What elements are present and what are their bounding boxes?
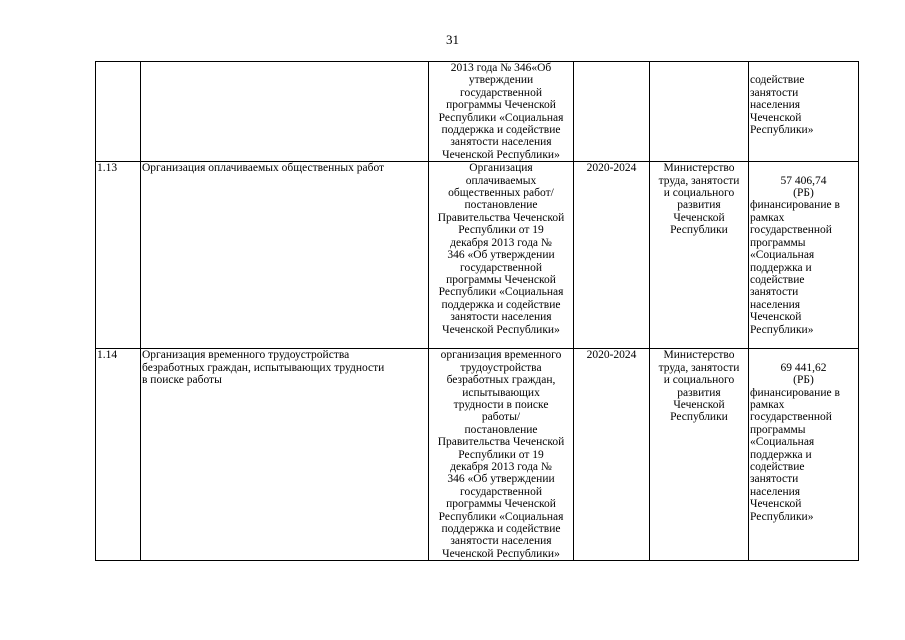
- period-cell: [574, 62, 650, 162]
- funding-sum: 57 406,74: [780, 174, 827, 187]
- funding-source: (РБ): [793, 374, 814, 387]
- activity-name-cell: [141, 62, 429, 162]
- funding-sum: 69 441,62: [780, 361, 827, 374]
- basis-cell: 2013 года № 346«Об утверждении государственной программы Чеченской Республики «Социальная поддержка и содействие занятости населения Чеченской Республики»: [429, 62, 574, 162]
- period-cell: 2020-2024: [574, 162, 650, 349]
- table-row: [96, 162, 859, 349]
- funding-source: (РБ): [793, 187, 814, 200]
- funding-cell: [749, 349, 859, 561]
- program-table: [95, 61, 859, 561]
- row-number-cell: 1.14: [96, 349, 141, 561]
- row-number-cell: [96, 62, 141, 162]
- row-number-cell: 1.13: [96, 162, 141, 349]
- page-number: 31: [446, 32, 459, 47]
- executor-cell: Министерство труда, занятости и социального развития Чеченской Республики: [650, 349, 749, 561]
- funding-cell: [749, 162, 859, 349]
- table-row: [96, 62, 859, 162]
- period-cell: 2020-2024: [574, 349, 650, 561]
- funding-description: содействие занятости населения Чеченской Республики»: [750, 74, 814, 137]
- basis-cell: Организация оплачиваемых общественных работ/ постановление Правительства Чеченской Республики от 19 декабря 2013 года № 346 «Об утверждении государственной программы Чеченской Республики «Социальная поддержка и содействие занятости населения Чеченской Республики»: [429, 162, 574, 349]
- funding-description: финансирование в рамках государственной программы «Социальная поддержка и содействие занятости населения Чеченской Республики»: [750, 199, 840, 336]
- funding-description: финансирование в рамках государственной программы «Социальная поддержка и содействие занятости населения Чеченской Республики»: [750, 386, 840, 523]
- activity-name-cell: Организация оплачиваемых общественных работ: [141, 162, 429, 349]
- executor-cell: Министерство труда, занятости и социального развития Чеченской Республики: [650, 162, 749, 349]
- executor-cell: [650, 62, 749, 162]
- activity-name-cell: Организация временного трудоустройства безработных граждан, испытывающих трудности в поиске работы: [141, 349, 429, 561]
- funding-cell: [749, 62, 859, 162]
- table-row: [96, 349, 859, 561]
- basis-cell: организация временного трудоустройства безработных граждан, испытывающих трудности в поиске работы/ постановление Правительства Чеченской Республики от 19 декабря 2013 года № 346 «Об утверждении государственной программы Чеченской Республики «Социальная поддержка и содействие занятости населения Чеченской Республики»: [429, 349, 574, 561]
